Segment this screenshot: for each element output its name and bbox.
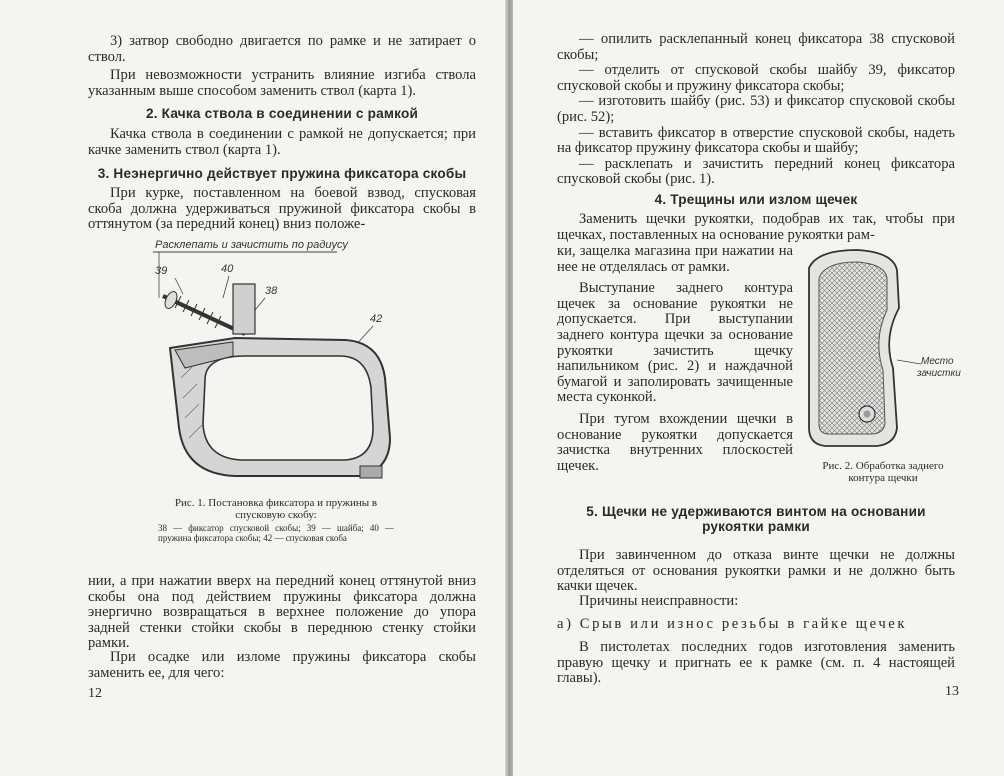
paragraph: При курке, поставленном на боевой взвод, спусковая скоба должна удерживаться пружиной фиксатора скобы в оттянутом (за передний конец) вниз положе- [88,185,476,233]
list-item: — опилить расклепанный конец фиксатора 38 спусковой скобы; [557,31,955,63]
figure2-label: Место [921,356,954,367]
figure2-caption: Рис. 2. Обработка заднего контура щечки [822,460,944,484]
page-number: 13 [945,684,959,699]
section-heading: 4. Трещины или излом щечек [654,192,858,207]
legend-item: 38 — фиксатор спусковой скобы; [158,523,307,533]
page-number: 12 [88,686,102,701]
paragraph: При завинченном до отказа винте щечки не должны отделяться от основания рукоятки рамки и не должно быть качки щечек. [557,547,955,595]
list-item: — отделить от спусковой скобы шайбу 39, фиксатор спусковой скобы и пружину фиксатора скобы; [557,62,955,94]
figure-label-39: 39 [155,265,168,277]
list-item: — вставить фиксатор в отверстие спусковой скобы, надеть на фиксатор пружину фиксатора скобы и шайбу; [557,124,955,157]
figure-callout: Расклепать и зачистить по радиусу [155,239,348,251]
paragraph: При тугом вхождении щечки в основание рукоятки допускается зачистка внутренних плоскостей щечек. [557,410,793,474]
figure-caption: Рис. 1. Постановка фиксатора и пружины в спусковую скобу: [174,497,378,521]
figure-trigger-guard-diagram [145,238,420,493]
paragraph: ки, защелка магазина при нажатии на нее не отделялась от рамки. [557,243,793,275]
section-heading: 5. Щечки не удерживаются винтом на основании рукоятки рамки [586,504,926,534]
figure-label-38: 38 [265,285,278,297]
paragraph: Выступание заднего контура щечек за основание рукоятки не допускается. При выступании заднего контура щечки за основание рукоятки зачистить щечку напильником (рис. 2) и наждачной бумагой и заполировать зачищенные места суконкой. [557,280,793,406]
figure-legend [158,523,394,543]
subsection-heading: а) Срыв или износ резьбы в гайке щечек [557,616,908,632]
figure-label-42: 42 [370,313,383,325]
legend-item: 39 — шайба; [306,523,364,533]
text-column-left-of-figure [557,244,793,474]
figure-label-40: 40 [221,263,234,275]
figure-grip-panel-diagram [797,248,961,458]
paragraph: Качка ствола в соединении с рамкой не допускается; при качке заменить ствол (карта 1). [88,126,476,158]
figure2-label: зачистки [917,368,961,379]
right-page [513,0,1004,776]
paragraph: Причины неисправности: [579,593,739,609]
section-heading: 2. Качка ствола в соединении с рамкой [145,106,419,121]
legend-item: 40 — пружина фиксатора скобы; [158,523,395,543]
paragraph: При невозможности устранить влияние изгиба ствола указанным выше способом заменить ствол (карта 1). [88,67,476,99]
paragraph: Заменить щечки рукоятки, подобрав их так, чтобы при щечках, поставленных на основание рукоятки рам- [557,211,955,243]
paragraph: 3) затвор свободно двигается по рамке и не затирает о ствол. [88,33,476,65]
legend-item: 42 — спусковая скоба [263,533,347,543]
replacement-steps-list [557,32,955,188]
paragraph: При осадке или изломе пружины фиксатора скобы заменить ее, для чего: [88,649,476,681]
list-item: — изготовить шайбу (рис. 53) и фиксатор спусковой скобы (рис. 52); [557,93,955,125]
paragraph: В пистолетах последних годов изготовления заменить правую щечку и пригнать ее к рамке (см. п. 4 настоящей главы). [557,639,955,687]
list-item: — расклепать и зачистить передний конец фиксатора спусковой скобы (рис. 1). [557,155,955,188]
section-heading: 3. Неэнергично действует пружина фиксатора скобы [97,166,467,181]
paragraph: нии, а при нажатии вверх на передний конец оттянутой вниз скобы она под действием пружины фиксатора должна энергично возвращаться в верхнее положение до упора задней стенки стойки скобы в переднюю стенку стойки рамки. [88,573,476,652]
